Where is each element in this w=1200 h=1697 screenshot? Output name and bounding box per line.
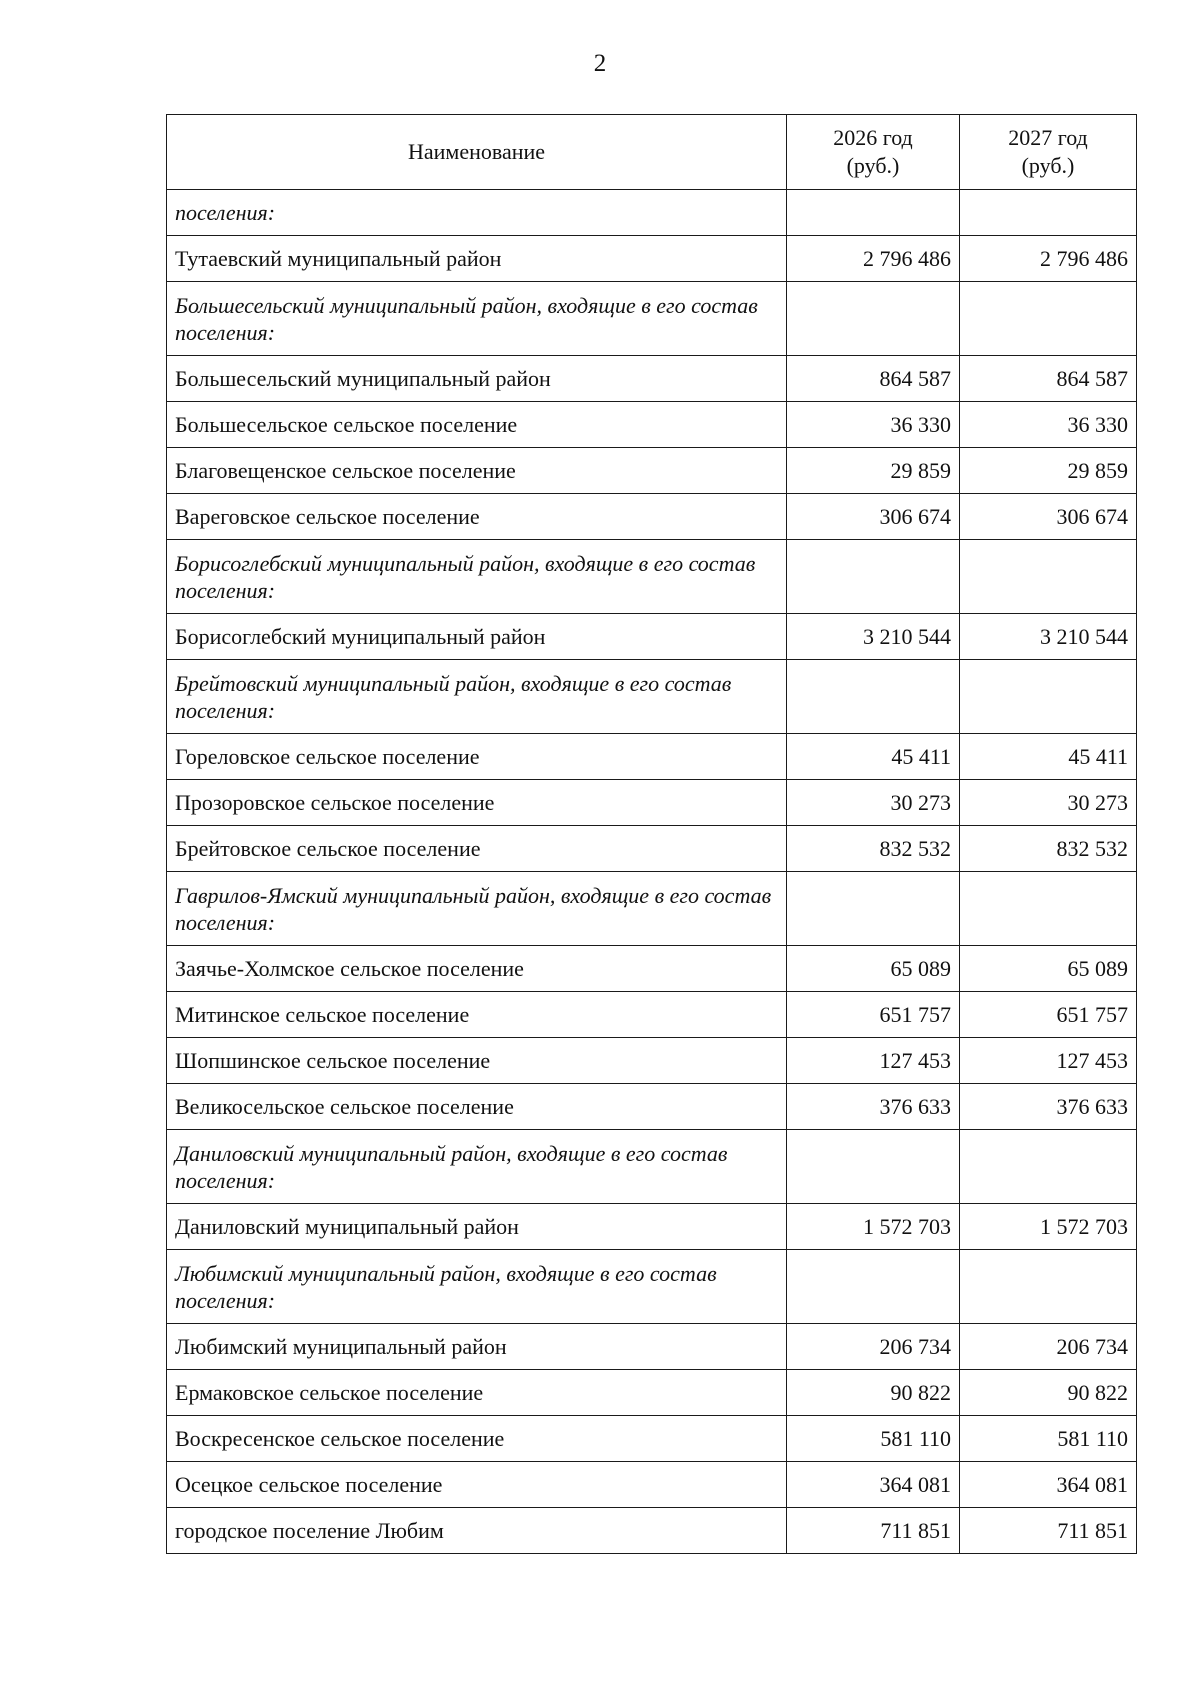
value-2026-cell: 90 822 (787, 1370, 960, 1416)
table-row (167, 356, 1137, 402)
group-name-cell: Гаврилов-Ямский муниципальный район, входящие в его состав поселения: (167, 872, 787, 946)
value-2026-cell (787, 540, 960, 614)
table-row (167, 448, 1137, 494)
value-2027-cell: 864 587 (960, 356, 1137, 402)
name-cell: Шопшинское сельское поселение (167, 1038, 787, 1084)
header-2027-unit: (руб.) (1021, 153, 1075, 178)
name-cell: Борисоглебский муниципальный район (167, 614, 787, 660)
value-2027-cell: 29 859 (960, 448, 1137, 494)
value-2026-cell: 581 110 (787, 1416, 960, 1462)
value-2026-cell: 2 796 486 (787, 236, 960, 282)
header-2027 (960, 115, 1137, 190)
value-2026-cell (787, 282, 960, 356)
group-name-cell: поселения: (167, 190, 787, 236)
name-cell: Заячье-Холмское сельское поселение (167, 946, 787, 992)
value-2027-cell (960, 282, 1137, 356)
value-2026-cell (787, 660, 960, 734)
value-2027-cell: 206 734 (960, 1324, 1137, 1370)
name-cell: Митинское сельское поселение (167, 992, 787, 1038)
value-2026-cell: 206 734 (787, 1324, 960, 1370)
table-row (167, 494, 1137, 540)
value-2027-cell: 306 674 (960, 494, 1137, 540)
table-row (167, 1508, 1137, 1554)
value-2026-cell: 651 757 (787, 992, 960, 1038)
budget-table (166, 114, 1137, 1554)
header-2026-year: 2026 год (833, 125, 913, 150)
table-group-row (167, 1130, 1137, 1204)
table-group-row (167, 190, 1137, 236)
value-2027-cell: 2 796 486 (960, 236, 1137, 282)
table-row (167, 614, 1137, 660)
value-2027-cell: 30 273 (960, 780, 1137, 826)
value-2027-cell: 65 089 (960, 946, 1137, 992)
name-cell: Большесельское сельское поселение (167, 402, 787, 448)
table-row (167, 992, 1137, 1038)
value-2027-cell: 581 110 (960, 1416, 1137, 1462)
table-group-row (167, 1250, 1137, 1324)
header-2026-unit: (руб.) (846, 153, 900, 178)
header-2026 (787, 115, 960, 190)
value-2026-cell: 364 081 (787, 1462, 960, 1508)
group-name-cell: Любимский муниципальный район, входящие в его состав поселения: (167, 1250, 787, 1324)
value-2027-cell: 1 572 703 (960, 1204, 1137, 1250)
value-2027-cell (960, 540, 1137, 614)
value-2027-cell (960, 872, 1137, 946)
table-row (167, 1370, 1137, 1416)
table-body (167, 190, 1137, 1554)
value-2027-cell: 45 411 (960, 734, 1137, 780)
value-2026-cell: 1 572 703 (787, 1204, 960, 1250)
value-2026-cell: 36 330 (787, 402, 960, 448)
value-2027-cell: 711 851 (960, 1508, 1137, 1554)
table-group-row (167, 660, 1137, 734)
table-row (167, 780, 1137, 826)
value-2026-cell (787, 190, 960, 236)
name-cell: Даниловский муниципальный район (167, 1204, 787, 1250)
value-2027-cell: 832 532 (960, 826, 1137, 872)
name-cell: Гореловское сельское поселение (167, 734, 787, 780)
name-cell: городское поселение Любим (167, 1508, 787, 1554)
name-cell: Брейтовское сельское поселение (167, 826, 787, 872)
value-2026-cell: 30 273 (787, 780, 960, 826)
value-2026-cell: 127 453 (787, 1038, 960, 1084)
value-2026-cell: 29 859 (787, 448, 960, 494)
table-group-row (167, 540, 1137, 614)
value-2027-cell (960, 1250, 1137, 1324)
table-header-row (167, 115, 1137, 190)
group-name-cell: Борисоглебский муниципальный район, входящие в его состав поселения: (167, 540, 787, 614)
group-name-cell: Брейтовский муниципальный район, входящие в его состав поселения: (167, 660, 787, 734)
table-row (167, 236, 1137, 282)
header-name: Наименование (167, 115, 787, 190)
value-2027-cell (960, 190, 1137, 236)
value-2027-cell (960, 1130, 1137, 1204)
name-cell: Благовещенское сельское поселение (167, 448, 787, 494)
table-row (167, 1416, 1137, 1462)
value-2027-cell: 90 822 (960, 1370, 1137, 1416)
table-row (167, 1204, 1137, 1250)
table-row (167, 1462, 1137, 1508)
value-2027-cell: 364 081 (960, 1462, 1137, 1508)
header-2027-year: 2027 год (1008, 125, 1088, 150)
value-2026-cell: 376 633 (787, 1084, 960, 1130)
name-cell: Великосельское сельское поселение (167, 1084, 787, 1130)
table-row (167, 1038, 1137, 1084)
value-2026-cell: 864 587 (787, 356, 960, 402)
value-2026-cell: 711 851 (787, 1508, 960, 1554)
name-cell: Вареговское сельское поселение (167, 494, 787, 540)
table-row (167, 1084, 1137, 1130)
table-group-row (167, 282, 1137, 356)
value-2026-cell: 45 411 (787, 734, 960, 780)
value-2027-cell: 376 633 (960, 1084, 1137, 1130)
table-row (167, 946, 1137, 992)
value-2027-cell: 127 453 (960, 1038, 1137, 1084)
table-row (167, 1324, 1137, 1370)
name-cell: Большесельский муниципальный район (167, 356, 787, 402)
table-row (167, 402, 1137, 448)
name-cell: Любимский муниципальный район (167, 1324, 787, 1370)
value-2027-cell (960, 660, 1137, 734)
value-2026-cell (787, 1250, 960, 1324)
group-name-cell: Даниловский муниципальный район, входящие в его состав поселения: (167, 1130, 787, 1204)
name-cell: Воскресенское сельское поселение (167, 1416, 787, 1462)
name-cell: Осецкое сельское поселение (167, 1462, 787, 1508)
value-2026-cell: 3 210 544 (787, 614, 960, 660)
table-row (167, 734, 1137, 780)
table-group-row (167, 872, 1137, 946)
name-cell: Прозоровское сельское поселение (167, 780, 787, 826)
value-2027-cell: 3 210 544 (960, 614, 1137, 660)
value-2026-cell: 832 532 (787, 826, 960, 872)
value-2026-cell (787, 872, 960, 946)
group-name-cell: Большесельский муниципальный район, входящие в его состав поселения: (167, 282, 787, 356)
name-cell: Ермаковское сельское поселение (167, 1370, 787, 1416)
value-2026-cell: 306 674 (787, 494, 960, 540)
value-2026-cell (787, 1130, 960, 1204)
value-2027-cell: 36 330 (960, 402, 1137, 448)
value-2027-cell: 651 757 (960, 992, 1137, 1038)
value-2026-cell: 65 089 (787, 946, 960, 992)
table-row (167, 826, 1137, 872)
page-number: 2 (593, 50, 607, 77)
name-cell: Тутаевский муниципальный район (167, 236, 787, 282)
